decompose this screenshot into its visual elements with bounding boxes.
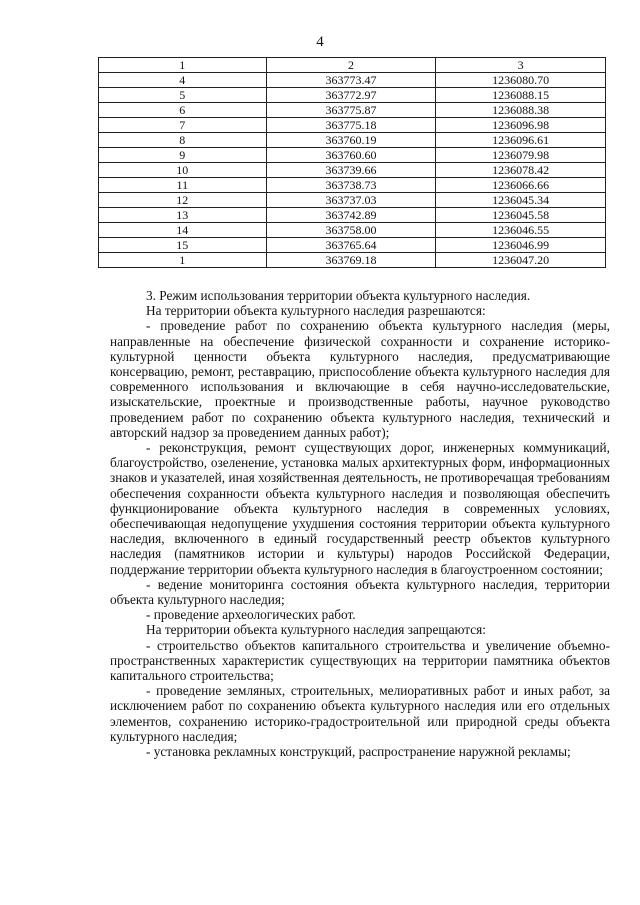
column-header-point: 1	[99, 58, 267, 73]
section-title: 3. Режим использования территории объекта культурного наследия.	[146, 288, 531, 303]
prohibited-item: - строительство объектов капитального строительства и увеличение объемно-пространственных характеристик существующих на территории памятника объектов капитального строительства;	[110, 637, 610, 684]
table-header-row	[99, 58, 606, 73]
cell-point-number: 8	[99, 133, 267, 148]
cell-x-coordinate: 363758.00	[266, 223, 436, 238]
cell-point-number: 7	[99, 118, 267, 133]
prohibited-intro: На территории объекта культурного наследия запрещаются:	[146, 622, 486, 638]
cell-y-coordinate: 1236088.38	[436, 103, 606, 118]
table-row	[99, 163, 606, 178]
cell-point-number: 13	[99, 208, 267, 223]
cell-point-number: 4	[99, 73, 267, 88]
cell-point-number: 5	[99, 88, 267, 103]
cell-y-coordinate: 1236046.55	[436, 223, 606, 238]
cell-x-coordinate: 363737.03	[266, 193, 436, 208]
cell-x-coordinate: 363775.18	[266, 118, 436, 133]
cell-y-coordinate: 1236066.66	[436, 178, 606, 193]
cell-point-number: 1	[99, 253, 267, 268]
cell-y-coordinate: 1236096.98	[436, 118, 606, 133]
allowed-intro: На территории объекта культурного наследия разрешаются:	[146, 303, 486, 319]
cell-x-coordinate: 363769.18	[266, 253, 436, 268]
document-body	[110, 288, 610, 759]
table-row	[99, 178, 606, 193]
table-row	[99, 253, 606, 268]
column-header-x: 2	[266, 58, 436, 73]
table-row	[99, 148, 606, 163]
prohibited-item: - установка рекламных конструкций, распространение наружной рекламы;	[146, 744, 571, 760]
coordinates-table	[98, 57, 606, 268]
cell-x-coordinate: 363738.73	[266, 178, 436, 193]
table-row	[99, 88, 606, 103]
cell-y-coordinate: 1236088.15	[436, 88, 606, 103]
cell-x-coordinate: 363775.87	[266, 103, 436, 118]
cell-point-number: 6	[99, 103, 267, 118]
cell-y-coordinate: 1236080.70	[436, 73, 606, 88]
cell-point-number: 12	[99, 193, 267, 208]
table-row	[99, 223, 606, 238]
cell-y-coordinate: 1236078.42	[436, 163, 606, 178]
allowed-item: - проведение работ по сохранению объекта культурного наследия (меры, направленные на обеспечение физической сохранности и сохранение историко-культурной ценности объекта культурного наследия, предусматривающие консервацию, ремонт, реставрацию, приспособление объекта культурного наследия для современного использования и включающие в себя научно-исследовательские, изыскательские, проектные и производственные работы, научное руководство проведением работ по сохранению объекта культурного наследия, технический и авторский надзор за проведением данных работ);	[110, 318, 610, 440]
cell-point-number: 15	[99, 238, 267, 253]
cell-point-number: 14	[99, 223, 267, 238]
cell-y-coordinate: 1236079.98	[436, 148, 606, 163]
table-row	[99, 118, 606, 133]
allowed-item: - проведение археологических работ.	[146, 607, 356, 623]
table-row	[99, 208, 606, 223]
allowed-item: - ведение мониторинга состояния объекта культурного наследия, территории объекта культурного наследия;	[110, 576, 610, 608]
cell-x-coordinate: 363742.89	[266, 208, 436, 223]
cell-point-number: 10	[99, 163, 267, 178]
cell-y-coordinate: 1236045.34	[436, 193, 606, 208]
table-row	[99, 73, 606, 88]
cell-x-coordinate: 363773.47	[266, 73, 436, 88]
table-row	[99, 133, 606, 148]
table-body	[99, 73, 606, 268]
cell-x-coordinate: 363765.64	[266, 238, 436, 253]
column-header-y: 3	[436, 58, 606, 73]
cell-point-number: 11	[99, 178, 267, 193]
table-row	[99, 103, 606, 118]
cell-x-coordinate: 363739.66	[266, 163, 436, 178]
prohibited-item: - проведение земляных, строительных, мелиоративных работ и иных работ, за исключением работ по сохранению объекта культурного наследия или его отдельных элементов, сохранению историко-градостроительной или природной среды объекта культурного наследия;	[110, 683, 610, 744]
cell-point-number: 9	[99, 148, 267, 163]
table-row	[99, 193, 606, 208]
cell-x-coordinate: 363772.97	[266, 88, 436, 103]
cell-y-coordinate: 1236047.20	[436, 253, 606, 268]
cell-y-coordinate: 1236046.99	[436, 238, 606, 253]
cell-x-coordinate: 363760.19	[266, 133, 436, 148]
cell-x-coordinate: 363760.60	[266, 148, 436, 163]
cell-y-coordinate: 1236096.61	[436, 133, 606, 148]
table-row	[99, 238, 606, 253]
allowed-item: - реконструкция, ремонт существующих дорог, инженерных коммуникаций, благоустройство, озеленение, установка малых архитектурных форм, информационных знаков и указателей, иная хозяйственная деятельность, не противоречащая требованиям обеспечения сохранности объекта культурного наследия и позволяющая обеспечить функционирование объекта культурного наследия в современных условиях, обеспечивающая недопущение ухудшения состояния территории объекта культурного наследия, включенного в единый государственный реестр объектов культурного наследия (памятников истории и культуры) народов Российской Федерации, поддержание территории объекта культурного наследия в благоустроенном состоянии;	[110, 440, 610, 577]
page-number: 4	[316, 34, 324, 50]
cell-y-coordinate: 1236045.58	[436, 208, 606, 223]
